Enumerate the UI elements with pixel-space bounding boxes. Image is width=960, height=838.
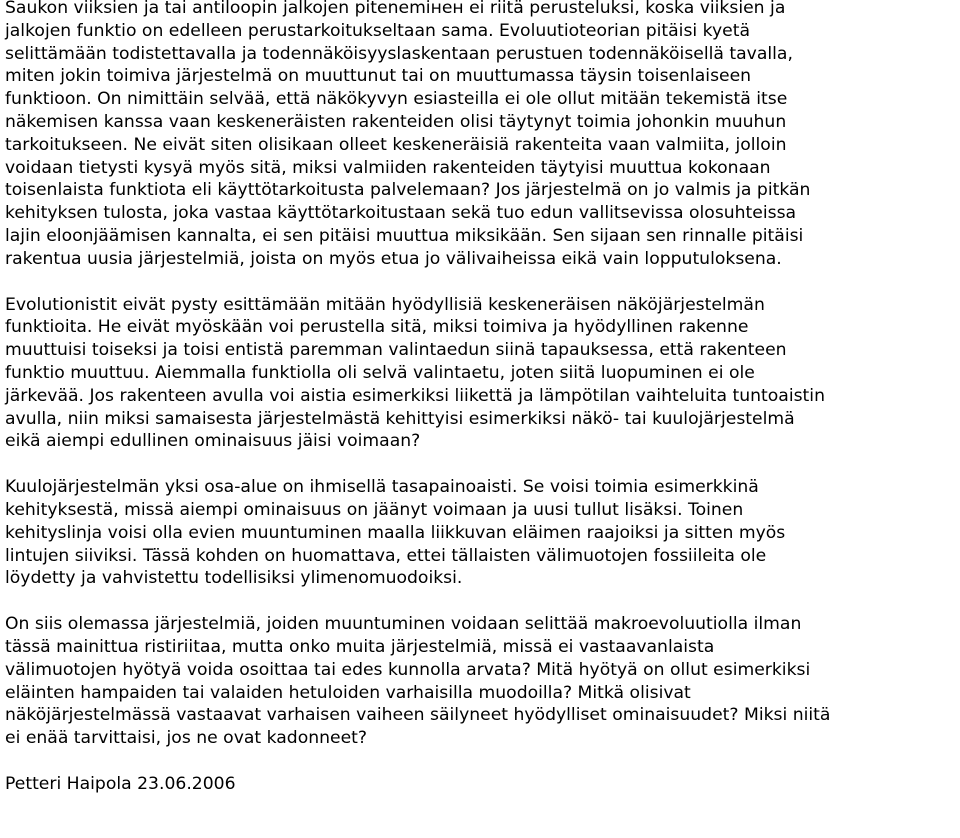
text-line: toisenlaista funktiota eli käyttötarkoitusta palvelemaan? Jos järjestelmä on jo valmis ja pitkän [5, 180, 811, 201]
text-line: selittämään todistettavalla ja todennäköisyyslaskentaan perustuen todennäköisellä tavalla, [5, 43, 793, 64]
paragraph-2 [5, 294, 960, 454]
text-line: eläinten hampaiden tai valaiden hetuloiden varhaisilla muodoilla? Mitkä olisivat [5, 682, 691, 703]
text-line: lajin eloonjäämisen kannalta, ei sen pitäisi muuttua miksikään. Sen sijaan sen rinnalle pitäisi [5, 225, 804, 246]
text-line: kehityksen tulosta, joka vastaa käyttötarkoitustaan sekä tuo edun vallitsevissa olosuhteissa [5, 203, 797, 224]
text-line: lintujen siiviksi. Tässä kohden on huomattava, ettei tällaisten välimuotojen fossiileita ole [5, 545, 767, 566]
text-line: voidaan tietysti kysyä myös sitä, miksi valmiiden rakenteiden täytyisi muuttua kokonaan [5, 157, 771, 178]
text-line: funktio muuttuu. Aiemmalla funktiolla oli selvä valintaetu, joten siitä luopuminen ei ole [5, 362, 755, 383]
text-line: tarkoitukseen. Ne eivät siten olisikaan olleet keskeneräisiä rakenteita vaan valmiita, jolloin [5, 134, 787, 155]
text-line: järkevää. Jos rakenteen avulla voi aistia esimerkiksi liikettä ja lämpötilan vaihteluita tuntoaistin [5, 385, 825, 406]
text-line: kehityksestä, missä aiempi ominaisuus on jäänyt voimaan ja uusi tullut lisäksi. Toinen [5, 499, 744, 520]
text-line: näkemisen kanssa vaan keskeneräisten rakenteiden olisi täytynyt toimia johonkin muuhun [5, 111, 787, 132]
paragraph-3 [5, 476, 960, 590]
author-signature-line [5, 773, 960, 796]
paragraph-4 [5, 613, 960, 750]
text-line: muuttuisi toiseksi ja toisi entistä paremman valintaedun siinä tapauksessa, että rakenteen [5, 340, 787, 361]
text-line: On siis olemassa järjestelmiä, joiden muuntuminen voidaan selittää makroevoluutiolla ilman [5, 614, 802, 635]
text-line: ei enää tarvittaisi, jos ne ovat kadonneet? [5, 728, 368, 749]
text-line: näköjärjestelmässä vastaavat varhaisen vaiheen säilyneet hyödylliset ominaisuudet? Miksi niitä [5, 705, 831, 726]
author-date-text: Petteri Haipola 23.06.2006 [5, 773, 236, 794]
text-line: miten jokin toimiva järjestelmä on muuttunut tai on muuttumassa täysin toisenlaiseen [5, 66, 752, 87]
text-line: funktioita. He eivät myöskään voi perustella sitä, miksi toimiva ja hyödyllinen rakenne [5, 317, 749, 338]
text-line: välimuotojen hyötyä voida osoittaa tai edes kunnolla arvata? Mitä hyötyä on ollut esimerkiksi [5, 659, 811, 680]
text-line: eikä aiempi edullinen ominaisuus jäisi voimaan? [5, 431, 421, 452]
text-line: avulla, niin miksi samaisesta järjestelmästä kehittyisi esimerkiksi näkö- tai kuulojärjestelmä [5, 408, 795, 429]
text-line: funktioon. On nimittäin selvää, että näkökyvyn esiasteilla ei ole ollut mitään tekemistä itse [5, 89, 788, 110]
document-page [5, 0, 960, 796]
text-line: kehityslinja voisi olla evien muuntuminen maalla liikkuvan eläimen raajoiksi ja sitten myös [5, 522, 786, 543]
text-line: jalkojen funktio on edelleen perustarkoitukseltaan sama. Evoluutioteorian pitäisi kyetä [5, 20, 751, 41]
text-line: rakentua uusia järjestelmiä, joista on myös etua jo välivaiheissa eikä vain lopputuloksena. [5, 248, 782, 269]
text-line: löydetty ja vahvistettu todellisiksi ylimenomuodoiksi. [5, 568, 463, 589]
text-line: Kuulojärjestelmän yksi osa-alue on ihmisellä tasapainoaisti. Se voisi toimia esimerkkinä [5, 477, 759, 498]
text-line: Evolutionistit eivät pysty esittämään mitään hyödyllisiä keskeneräisen näköjärjestelmän [5, 294, 765, 315]
text-line: tässä mainittua ristiriitaa, mutta onko muita järjestelmiä, missä ei vastaavanlaista [5, 636, 715, 657]
text-line: Saukon viiksien ja tai antiloopin jalkojen pitenemінен ei riitä perusteluksi, koska viiksien ja [5, 0, 786, 18]
paragraph-1 [5, 0, 960, 271]
